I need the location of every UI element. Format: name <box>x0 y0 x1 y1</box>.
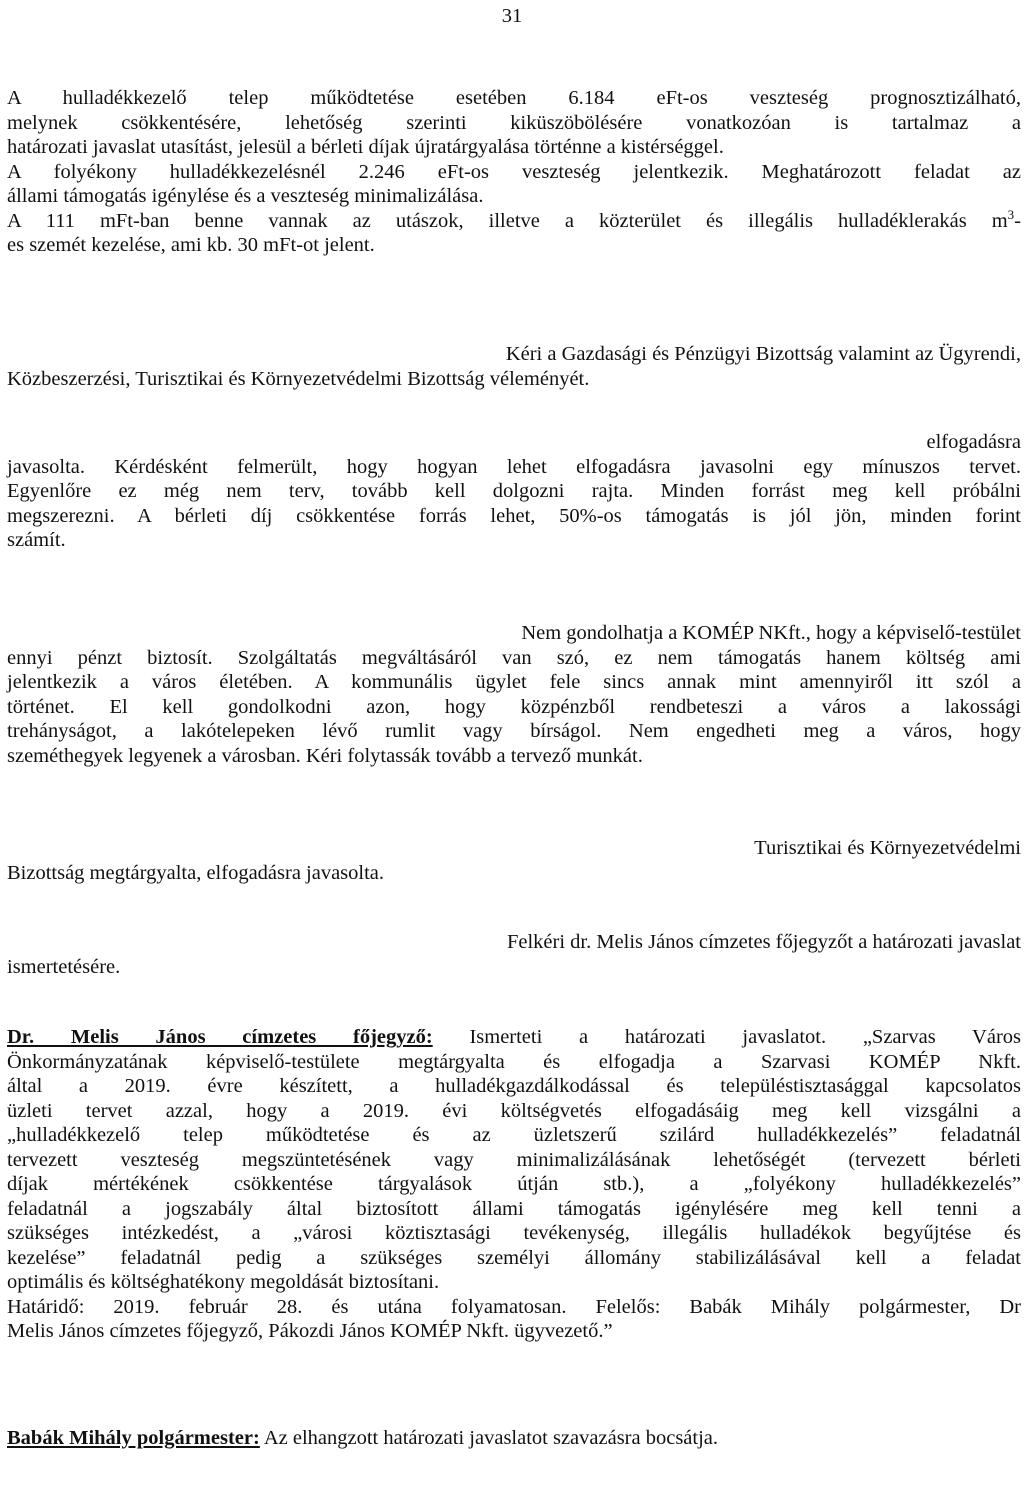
text-segment: Ismerteti a határozati javaslatot. „Szarvas Város <box>469 1026 1022 1048</box>
text-line-with-superscript <box>7 206 1021 234</box>
text-line: Egyenlőre ez még nem terv, tovább kell dolgozni rajta. Minden forrást meg kell próbálni <box>7 480 1021 502</box>
text-line: szükséges intézkedést, a „városi köztisztasági tevékenység, illegális hulladékok begyűjtése és <box>7 1222 1021 1244</box>
superscript: 3 <box>1007 206 1015 222</box>
text-segment: - <box>1014 209 1021 232</box>
text-segment: A 111 mFt-ban benne vannak az utászok, illetve a közterület és illegális hulladéklerakás m <box>7 209 1008 232</box>
text-line: optimális és költséghatékony megoldását biztosítani. <box>7 1271 440 1293</box>
text-line: ismertetésére. <box>7 955 121 978</box>
text-line: A hulladékkezelő telep működtetése esetében 6.184 eFt-os veszteség prognosztizálható, <box>7 87 1021 109</box>
text-line: feladatnál a jogszabály által biztosított állami támogatás igénylésére meg kell tenni a <box>7 1197 1021 1220</box>
text-line: tervezett veszteség megszüntetésének vagy minimalizálásának lehetőségét (tervezett bérleti <box>7 1148 1021 1171</box>
speaker-name: Dr. Melis János címzetes főjegyző: <box>7 1026 433 1048</box>
paragraph-vote <box>7 1426 1021 1451</box>
speaker-name: Babák Mihály polgármester: <box>7 1427 260 1449</box>
text-line: Turisztikai és Környezetvédelmi <box>754 837 1021 859</box>
text-line: Bizottság megtárgyalta, elfogadásra javasolta. <box>7 861 385 884</box>
text-line: ennyi pénzt biztosít. Szolgáltatás megváltásáról van szó, ez nem támogatás hanem költség ami <box>7 646 1021 669</box>
text-line: számít. <box>7 529 66 551</box>
text-line: által a 2019. évre készített, a hulladékgazdálkodással és településtisztasággal kapcsolatos <box>7 1075 1021 1097</box>
text-line: megszerezni. A bérleti díj csökkentése forrás lehet, 50%-os támogatás is jól jön, minden forint <box>7 504 1021 527</box>
text-line: Nem gondolhatja a KOMÉP NKft., hogy a képviselő-testület <box>521 622 1021 644</box>
text-line: üzleti tervet azzal, hogy a 2019. évi költségvetés elfogadásáig meg kell vizsgálni a <box>7 1099 1021 1122</box>
text-line <box>7 1025 1021 1050</box>
text-line: javasolta. Kérdésként felmerült, hogy hogyan lehet elfogadásra javasolni egy mínuszos tervet. <box>7 455 1021 478</box>
text-line: Felkéri dr. Melis János címzetes főjegyzőt a határozati javaslat <box>506 931 1021 953</box>
paragraph-resolution-proposal <box>7 1025 1021 1344</box>
text-line: es szemét kezelése, ami kb. 30 mFt-ot jelent. <box>7 234 375 256</box>
text-line: történet. El kell gondolkodni azon, hogy közpénzből rendbeteszi a város a lakossági <box>7 695 1021 718</box>
paragraph-committee-request <box>7 342 1021 391</box>
text-line: határozati javaslat utasítást, jelesül a bérleti díjak újratárgyalása történne a kistérséggel. <box>7 136 724 158</box>
text-line: állami támogatás igénylése és a veszteség minimalizálása. <box>7 185 484 207</box>
text-line: jelentkezik a város életében. A kommunális ügylet fele sincs annak mint amennyiről itt szól a <box>7 671 1021 693</box>
text-line: Melis János címzetes főjegyző, Pákozdi János KOMÉP Nkft. ügyvezető.” <box>7 1320 613 1342</box>
text-line: A folyékony hulladékkezelésnél 2.246 eFt-os veszteség jelentkezik. Meghatározott feladat az <box>7 160 1021 183</box>
page-number: 31 <box>501 5 523 27</box>
paragraph-request-notary <box>7 930 1021 979</box>
text-line: „hulladékkezelő telep működtetése és az üzletszerű szilárd hulladékkezelés” feladatnál <box>7 1124 1021 1146</box>
text-line: kezelése” feladatnál pedig a szükséges személyi állomány stabilizálásával kell a feladat <box>7 1246 1021 1269</box>
text-line: elfogadásra <box>926 431 1021 453</box>
paragraph-environment-committee <box>7 836 1021 885</box>
text-line: szeméthegyek legyenek a városban. Kéri folytassák tovább a tervező munkát. <box>7 744 643 767</box>
text-line: trehányságot, a lakótelepeken lévő rumlit vagy bírságol. Nem engedheti meg a város, hogy <box>7 720 1021 742</box>
text-line: Önkormányzatának képviselő-testülete megtárgyalta és elfogadja a Szarvasi KOMÉP Nkft. <box>7 1050 1021 1073</box>
text-line <box>7 1426 1021 1451</box>
text-line: díjak mértékének csökkentése tárgyalások útján stb.), a „folyékony hulladékkezelés” <box>7 1173 1021 1195</box>
text-segment: Az elhangzott határozati javaslatot szavazásra bocsátja. <box>263 1427 719 1449</box>
text-line: Határidő: 2019. február 28. és utána folyamatosan. Felelős: Babák Mihály polgármester, Dr <box>7 1295 1021 1318</box>
paragraph-waste-facility <box>7 86 1021 258</box>
text-line: Kéri a Gazdasági és Pénzügyi Bizottság valamint az Ügyrendi, <box>505 343 1021 365</box>
paragraph-mayor-comment <box>7 621 1021 768</box>
paragraph-committee-recommendation <box>7 430 1021 553</box>
text-line: melynek csökkentésére, lehetőség szerinti kiküszöbölésére vonatkozóan is tartalmaz a <box>7 111 1021 134</box>
text-line: Közbeszerzési, Turisztikai és Környezetvédelmi Bizottság véleményét. <box>7 367 590 390</box>
